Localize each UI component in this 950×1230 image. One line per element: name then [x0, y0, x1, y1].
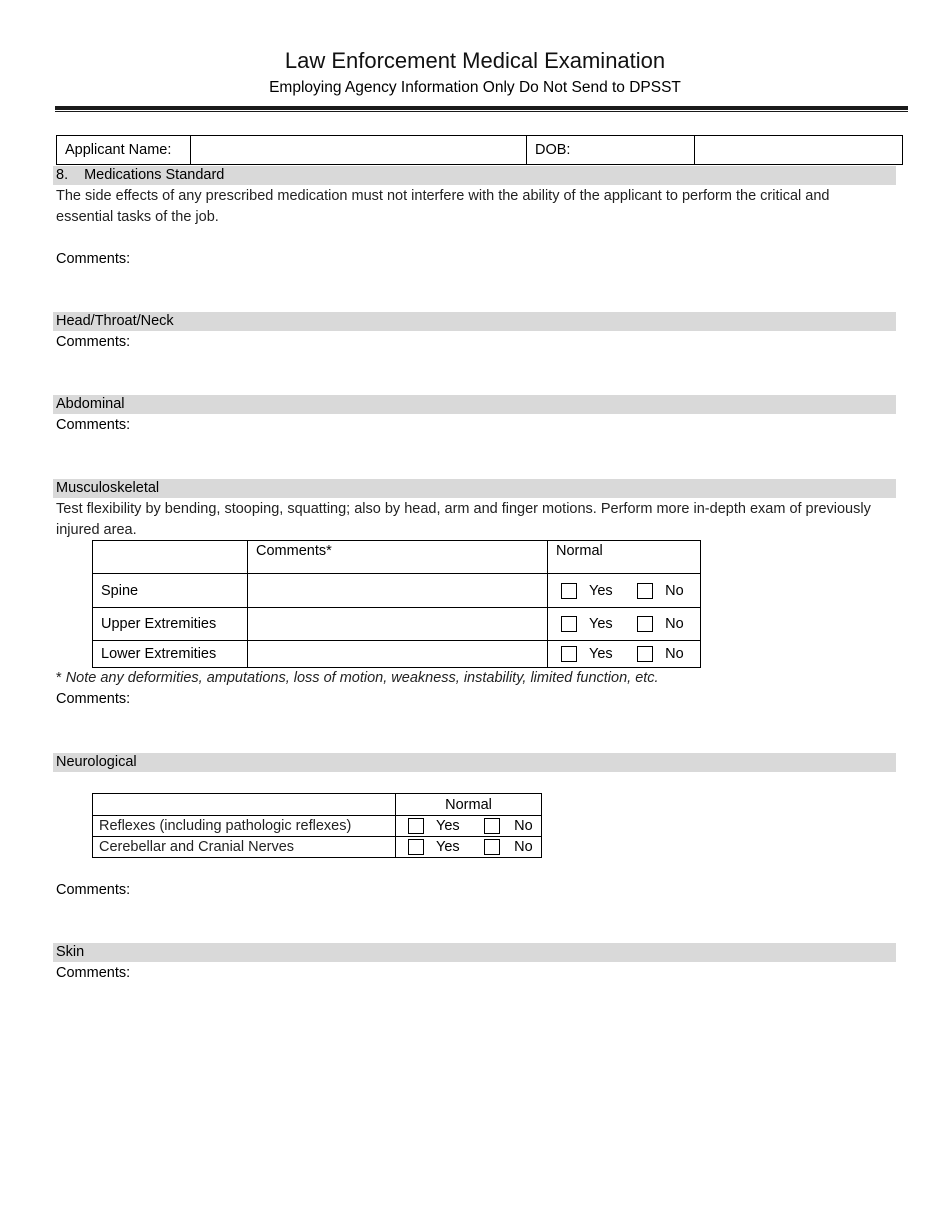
table-corner-cell [93, 794, 396, 816]
lower-extremities-normal-cell [548, 641, 701, 668]
medications-comments-label: Comments: [56, 251, 131, 267]
table-header-row [93, 541, 701, 574]
table-row [93, 641, 701, 668]
table-corner-cell [93, 541, 248, 574]
page-title: Law Enforcement Medical Examination [284, 48, 666, 73]
cerebellar-yes-checkbox[interactable] [408, 839, 424, 855]
note-text: Note any deformities, amputations, loss of motion, weakness, instability, limited function, etc. [65, 670, 659, 686]
row-label-upper-extremities: Upper Extremities [93, 608, 248, 641]
reflexes-yes-label: Yes [436, 818, 460, 835]
spine-yes-checkbox[interactable] [561, 583, 577, 599]
reflexes-no-label: No [514, 818, 533, 835]
musculoskeletal-note [56, 668, 659, 689]
applicant-name-label: Applicant Name: [57, 136, 191, 165]
section-number: 8. [56, 167, 69, 183]
section-neurological-header: Neurological [53, 753, 896, 772]
table-row [93, 608, 701, 641]
table-header-row [93, 794, 542, 816]
col-normal-header: Normal [548, 541, 701, 574]
lower-extremities-yes-checkbox[interactable] [561, 646, 577, 662]
reflexes-no-checkbox[interactable] [484, 818, 500, 834]
spine-comments-field[interactable] [248, 574, 548, 608]
spine-yes-label: Yes [589, 582, 613, 599]
section-medications-title: Medications Standard [84, 167, 225, 183]
applicant-info-table [56, 135, 903, 165]
lower-extremities-yes-label: Yes [589, 646, 613, 663]
upper-extremities-no-checkbox[interactable] [637, 616, 653, 632]
cerebellar-no-label: No [514, 839, 533, 856]
section-head-throat-neck-header: Head/Throat/Neck [53, 312, 896, 331]
row-label-cerebellar: Cerebellar and Cranial Nerves [93, 837, 396, 858]
upper-extremities-yes-checkbox[interactable] [561, 616, 577, 632]
header-divider-thin [55, 111, 908, 112]
upper-extremities-normal-cell [548, 608, 701, 641]
table-row [93, 816, 542, 837]
lower-extremities-no-checkbox[interactable] [637, 646, 653, 662]
medications-description: The side effects of any prescribed medication must not interfere with the ability of the applicant to perform the critical and essential tasks of the job. [56, 188, 830, 225]
note-asterisk: * [56, 670, 62, 686]
reflexes-yes-checkbox[interactable] [408, 818, 424, 834]
row-label-reflexes: Reflexes (including pathologic reflexes) [93, 816, 396, 837]
abdominal-comments-label: Comments: [56, 417, 131, 433]
table-row [93, 574, 701, 608]
spine-no-label: No [665, 582, 684, 599]
musculoskeletal-table [92, 540, 701, 668]
section-medications-header [53, 166, 896, 185]
page-subtitle: Employing Agency Information Only Do Not Send to DPSST [269, 79, 681, 96]
dob-label: DOB: [527, 136, 695, 165]
col-comments-header: Comments* [248, 541, 548, 574]
section-musculoskeletal-header: Musculoskeletal [53, 479, 896, 498]
applicant-name-field[interactable] [191, 136, 527, 165]
neurological-comments-label: Comments: [56, 882, 131, 898]
upper-extremities-yes-label: Yes [589, 616, 613, 633]
musculoskeletal-comments-label: Comments: [56, 691, 131, 707]
spine-no-checkbox[interactable] [637, 583, 653, 599]
skin-comments-label: Comments: [56, 965, 131, 981]
head-throat-neck-comments-label: Comments: [56, 334, 131, 350]
lower-extremities-comments-field[interactable] [248, 641, 548, 668]
musculoskeletal-description: Test flexibility by bending, stooping, squatting; also by head, arm and finger motions. Perform more in-depth exam of previously injured area. [56, 501, 871, 538]
row-label-spine: Spine [93, 574, 248, 608]
col-normal-header: Normal [396, 794, 542, 816]
reflexes-normal-cell [396, 816, 542, 837]
upper-extremities-no-label: No [665, 616, 684, 633]
cerebellar-normal-cell [396, 837, 542, 858]
spine-normal-cell [548, 574, 701, 608]
header-divider [55, 106, 908, 110]
neurological-table [92, 793, 542, 858]
cerebellar-yes-label: Yes [436, 839, 460, 856]
lower-extremities-no-label: No [665, 646, 684, 663]
cerebellar-no-checkbox[interactable] [484, 839, 500, 855]
row-label-lower-extremities: Lower Extremities [93, 641, 248, 668]
dob-field[interactable] [695, 136, 903, 165]
table-row [93, 837, 542, 858]
upper-extremities-comments-field[interactable] [248, 608, 548, 641]
section-skin-header: Skin [53, 943, 896, 962]
section-abdominal-header: Abdominal [53, 395, 896, 414]
